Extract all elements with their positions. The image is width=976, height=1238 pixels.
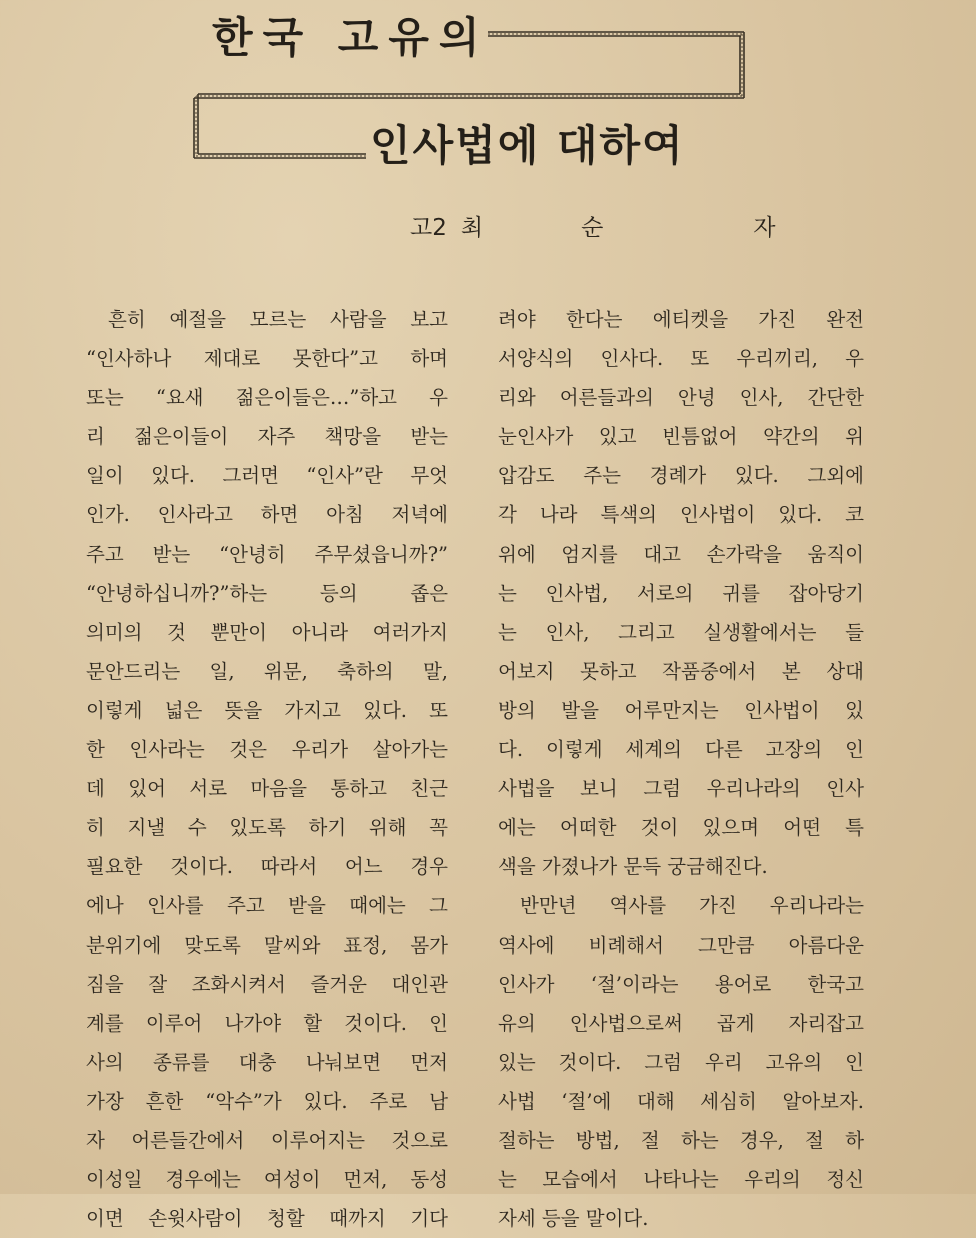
text-line: 인사가 ‘절’이라는 용어로 한국고 <box>498 972 864 996</box>
text-line: 데 있어 서로 마음을 통하고 친근 <box>86 777 448 801</box>
text-line: 서양식의 인사다. 또 우리끼리, 우 <box>498 347 864 371</box>
text-line: 짐을 잘 조화시켜서 즐거운 대인관 <box>86 972 448 996</box>
text-line: 압감도 주는 경례가 있다. 그외에 <box>498 464 864 488</box>
text-line: 이렇게 넓은 뜻을 가지고 있다. 또 <box>86 698 448 722</box>
article-title-line-2: 인사법에 대하여 <box>370 121 685 170</box>
text-line: 자 어른들간에서 이루어지는 것으로 <box>86 1128 448 1152</box>
text-line: 반만년 역사를 가진 우리나라는 <box>520 894 864 918</box>
author-name-char-3: 자 <box>753 215 776 241</box>
text-line: 위에 엄지를 대고 손가락을 움직이 <box>498 542 864 566</box>
text-line: 색을 가졌나가 문득 궁금해진다. <box>498 855 768 879</box>
text-line: 려야 한다는 에티켓을 가진 완전 <box>498 308 864 331</box>
text-line: 인가. 인사라고 하면 아침 저녁에 <box>86 503 448 527</box>
text-line: 는 인사법, 서로의 귀를 잡아당기 <box>498 581 864 605</box>
text-line: 다. 이렇게 세계의 다른 고장의 인 <box>498 738 864 762</box>
text-line: 각 나라 특색의 인사법이 있다. 코 <box>498 503 864 527</box>
body-column-right <box>498 300 864 1238</box>
article-title-line-1: 한국 고유의 <box>212 13 490 62</box>
text-line: 사법을 보니 그럼 우리나라의 인사 <box>498 777 864 801</box>
body-column-left <box>86 300 448 1238</box>
text-line: 유의 인사법으로써 곱게 자리잡고 <box>498 1011 864 1035</box>
text-line: 의미의 것 뿐만이 아니라 여러가지 <box>86 620 448 644</box>
text-line: 문안드리는 일, 위문, 축하의 말, <box>86 659 448 683</box>
text-line: 이성일 경우에는 여성이 먼저, 동성 <box>86 1168 448 1192</box>
text-line: 에나 인사를 주고 받을 때에는 그 <box>86 894 448 918</box>
text-line: 리 젊은이들이 자주 책망을 받는 <box>86 425 448 449</box>
text-line: 이면 손윗사람이 청할 때까지 기다 <box>86 1207 448 1231</box>
text-line: 방의 발을 어루만지는 인사법이 있 <box>498 698 864 722</box>
text-line: “인사하나 제대로 못한다”고 하며 <box>86 347 448 371</box>
text-line: 분위기에 맞도록 말씨와 표정, 몸가 <box>86 933 448 957</box>
text-line: 필요한 것이다. 따라서 어느 경우 <box>86 855 448 879</box>
text-line: 리와 어른들과의 안녕 인사, 간단한 <box>498 386 864 410</box>
text-line: 는 인사, 그리고 실생활에서는 들 <box>498 620 864 644</box>
text-line: 있는 것이다. 그럼 우리 고유의 인 <box>498 1050 864 1074</box>
text-line: “안녕하십니까?”하는 등의 좁은 <box>86 581 448 605</box>
text-line: 절하는 방법, 절 하는 경우, 절 하 <box>498 1128 864 1152</box>
text-line: 는 모습에서 나타나는 우리의 정신 <box>498 1168 864 1192</box>
text-line: 계를 이루어 나가야 할 것이다. 인 <box>86 1011 448 1035</box>
text-line: 한 인사라는 것은 우리가 살아가는 <box>86 738 448 762</box>
text-line: 주고 받는 “안녕히 주무셨읍니까?” <box>86 542 448 566</box>
author-grade: 고2 <box>410 215 447 241</box>
author-name-char-1: 최 <box>460 215 484 241</box>
text-line: 히 지낼 수 있도록 하기 위해 꼭 <box>86 816 448 840</box>
text-line: 역사에 비례해서 그만큼 아름다운 <box>498 933 864 957</box>
text-line: 눈인사가 있고 빈틈없어 약간의 위 <box>498 425 864 449</box>
author-name-char-2: 순 <box>581 215 604 241</box>
text-line: 사법 ‘절’에 대해 세심히 알아보자. <box>498 1089 864 1113</box>
text-line: 자세 등을 말이다. <box>498 1207 649 1231</box>
text-line: 어보지 못하고 작품중에서 본 상대 <box>498 659 864 683</box>
text-line: 가장 흔한 “악수”가 있다. 주로 남 <box>86 1089 448 1113</box>
text-line: 사의 종류를 대충 나눠보면 먼저 <box>86 1050 448 1074</box>
text-line: 또는 “요새 젊은이들은…”하고 우 <box>86 386 448 410</box>
text-line: 일이 있다. 그러면 “인사”란 무엇 <box>86 464 448 488</box>
text-line: 에는 어떠한 것이 있으며 어떤 특 <box>498 816 864 840</box>
author-byline <box>410 208 776 248</box>
text-line: 흔히 예절을 모르는 사람을 보고 <box>108 308 448 331</box>
